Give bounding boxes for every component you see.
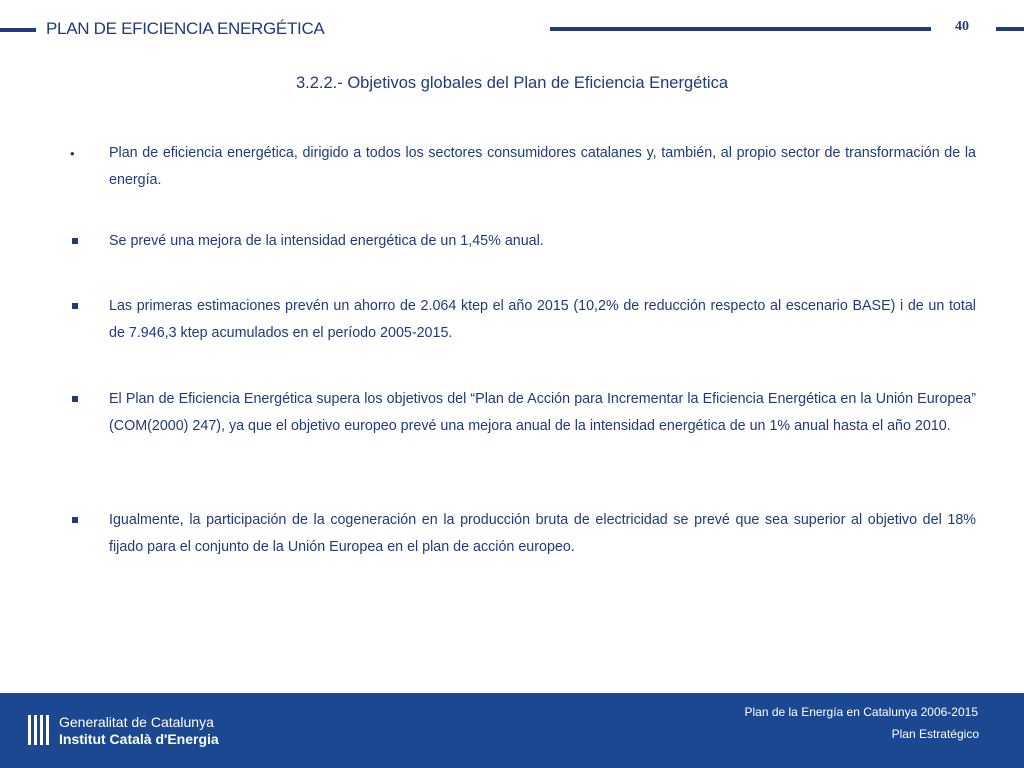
logo-line-1: Generalitat de Catalunya xyxy=(59,714,214,730)
bullet-text: Plan de eficiencia energética, dirigido a todos los sectores consumidores catalanes y, también, al propio sector de transformación de la energía. xyxy=(109,145,976,188)
footer-document-subtitle: Plan Estratégico xyxy=(891,727,979,741)
bullet-text: Las primeras estimaciones prevén un ahorro de 2.064 ktep el año 2015 (10,2% de reducción respecto al escenario BASE) i de un total de 7.946,3 ktep acumulados en el período 2005-2015. xyxy=(109,298,976,341)
bullet-square-icon xyxy=(70,507,82,534)
section-title: 3.2.2.- Objetivos globales del Plan de Eficiencia Energética xyxy=(295,74,728,92)
bullet-dot-icon: • xyxy=(70,146,75,161)
generalitat-logo xyxy=(28,713,238,749)
footer-document-title: Plan de la Energía en Catalunya 2006-2015 xyxy=(744,705,978,719)
header-title: PLAN DE EFICIENCIA ENERGÉTICA xyxy=(46,19,325,38)
bullet-text: Se prevé una mejora de la intensidad energética de un 1,45% anual. xyxy=(109,233,544,249)
footer-bar xyxy=(0,693,1024,768)
catalan-flag-icon xyxy=(28,715,50,745)
page-number: 40 xyxy=(955,19,969,34)
bullet-text: El Plan de Eficiencia Energética supera los objetivos del “Plan de Acción para Incrementar la Eficiencia Energética en la Unión Europea” (COM(2000) 247), ya que el objetivo europeo prevé una mejora anual de la intensidad energética de un 1% anual hasta el año 2010. xyxy=(109,391,976,434)
bullet-item xyxy=(70,507,976,561)
bullet-item xyxy=(70,228,976,255)
bullet-item xyxy=(70,293,976,347)
bullet-square-icon xyxy=(70,228,82,255)
logo-line-2: Institut Català d'Energia xyxy=(59,731,219,747)
bullet-item xyxy=(70,140,976,194)
bullet-square-icon xyxy=(70,386,82,413)
bullet-item xyxy=(70,386,976,440)
bullet-text: Igualmente, la participación de la cogeneración en la producción bruta de electricidad se prevé que sea superior al objetivo del 18% fijado para el conjunto de la Unión Europea en el plan de acción europeo. xyxy=(109,512,976,555)
bullet-square-icon xyxy=(70,293,82,320)
